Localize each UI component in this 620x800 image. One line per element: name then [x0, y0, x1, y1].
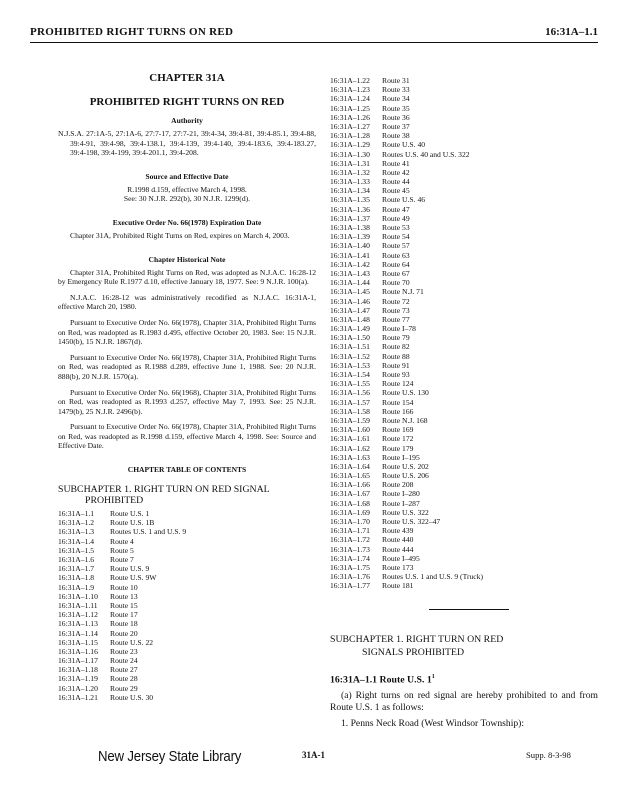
toc-entry [330, 223, 598, 232]
toc-route-name: Route 44 [382, 177, 410, 187]
toc-entry [58, 509, 316, 518]
historical-note-heading: Chapter Historical Note [148, 254, 226, 264]
toc-section-number: 16:31A–1.10 [58, 591, 98, 601]
toc-entry [58, 656, 316, 665]
toc-section-number: 16:31A–1.50 [330, 333, 370, 343]
toc-entry [330, 159, 598, 168]
toc-route-name: Route I–495 [382, 553, 420, 563]
toc-route-name: Route 20 [110, 628, 138, 638]
toc-entry [330, 287, 598, 296]
toc-route-name: Route 124 [382, 379, 414, 389]
toc-section-number: 16:31A–1.24 [330, 94, 370, 104]
toc-entry [58, 674, 316, 683]
toc-route-name: Route U.S. 46 [382, 195, 426, 205]
toc-section-number: 16:31A–1.60 [330, 425, 370, 435]
toc-section-number: 16:31A–1.32 [330, 167, 370, 177]
toc-entry [330, 535, 598, 544]
toc-entry [330, 444, 598, 453]
toc-section-number: 16:31A–1.14 [58, 628, 98, 638]
toc-entry [58, 527, 316, 536]
source-heading: Source and Effective Date [145, 171, 229, 181]
toc-route-name: Route 64 [382, 259, 410, 269]
toc-entry [330, 416, 598, 425]
header-title: PROHIBITED RIGHT TURNS ON RED [30, 26, 234, 38]
toc-section-number: 16:31A–1.57 [330, 397, 370, 407]
toc-route-name: Route 23 [110, 646, 138, 656]
toc-entry [58, 638, 316, 647]
toc-route-name: Route 88 [382, 351, 410, 361]
toc-entry [330, 480, 598, 489]
toc-entry [330, 453, 598, 462]
toc-section-number: 16:31A–1.6 [58, 555, 95, 564]
toc-section-number: 16:31A–1.71 [330, 526, 370, 536]
toc-section-number: 16:31A–1.46 [330, 296, 370, 306]
toc-route-name: Route 15 [110, 600, 138, 610]
toc-route-name: Routes U.S. 40 and U.S. 322 [382, 149, 470, 159]
toc-route-name: Route 77 [382, 314, 410, 324]
toc-route-name: Route 13 [110, 591, 138, 601]
toc-route-name: Route 54 [382, 232, 410, 242]
toc-route-name: Route N.J. 71 [382, 287, 424, 297]
toc-entry [330, 563, 598, 572]
toc-entry [58, 610, 316, 619]
toc-route-name: Route U.S. 322 [382, 507, 429, 517]
toc-entry [330, 297, 598, 306]
toc-section-number: 16:31A–1.38 [330, 223, 370, 232]
toc-route-name: Route 10 [110, 582, 138, 592]
toc-route-name: Route 4 [110, 536, 134, 546]
toc-route-name: Route 33 [382, 85, 410, 95]
toc-section-number: 16:31A–1.23 [330, 85, 370, 95]
toc-route-name: Route I–280 [382, 489, 420, 499]
toc-entry [330, 545, 598, 554]
toc-route-name: Route 31 [382, 76, 410, 85]
toc-route-name: Route I–287 [382, 498, 420, 508]
toc-entry [330, 113, 598, 122]
toc-entry [330, 508, 598, 517]
toc-entry [330, 425, 598, 434]
toc-route-name: Route 440 [382, 535, 414, 545]
toc-route-name: Route 93 [382, 370, 410, 379]
toc-entry [58, 684, 316, 693]
toc-entry [330, 407, 598, 416]
toc-route-name: Route 27 [110, 665, 138, 675]
toc-section-number: 16:31A–1.77 [330, 581, 370, 591]
toc-route-name: Route U.S. 22 [110, 637, 154, 647]
toc-entry [58, 629, 316, 638]
source-line-1: R.1998 d.159, effective March 4, 1998. [127, 184, 247, 194]
section-divider [429, 609, 509, 610]
toc-section-number: 16:31A–1.75 [330, 562, 370, 572]
toc-section-number: 16:31A–1.29 [330, 140, 370, 150]
toc-route-name: Route 79 [382, 333, 410, 343]
toc-route-name: Route 181 [382, 581, 414, 591]
toc-route-name: Route 172 [382, 434, 414, 444]
toc-section-number: 16:31A–1.21 [58, 692, 98, 702]
toc-route-name: Route 179 [382, 443, 414, 453]
toc-entry [58, 665, 316, 674]
toc-route-name: Route 5 [110, 545, 134, 555]
toc-route-name: Route U.S. 206 [382, 471, 429, 481]
executive-order-heading: Executive Order No. 66(1978) Expiration Date [112, 217, 262, 227]
toc-section-number: 16:31A–1.1 [58, 509, 95, 519]
toc-route-name: Route 35 [382, 103, 410, 113]
toc-section-number: 16:31A–1.54 [330, 370, 370, 379]
toc-route-name: Route U.S. 130 [382, 388, 429, 398]
toc-entry [330, 76, 598, 85]
toc-section-number: 16:31A–1.27 [330, 121, 370, 131]
toc-section-number: 16:31A–1.70 [330, 517, 370, 526]
toc-entry [330, 342, 598, 351]
toc-section-number: 16:31A–1.22 [330, 76, 370, 85]
toc-route-name: Route 28 [110, 674, 138, 684]
toc-entry [58, 647, 316, 656]
toc-route-name: Route 67 [382, 268, 410, 278]
toc-section-number: 16:31A–1.59 [330, 415, 370, 425]
toc-entry [330, 489, 598, 498]
section-paragraph: (a) Right turns on red signal are hereby prohibited to and from Route U.S. 1 as follows: [330, 690, 598, 713]
toc-entry [330, 177, 598, 186]
toc-route-name: Route 208 [382, 480, 414, 490]
toc-route-name: Route 63 [382, 250, 410, 260]
toc-section-number: 16:31A–1.42 [330, 259, 370, 269]
toc-section-number: 16:31A–1.52 [330, 351, 370, 361]
toc-route-name: Route 82 [382, 342, 410, 352]
toc-route-name: Route U.S. 322–47 [382, 517, 441, 526]
toc-entry [330, 434, 598, 443]
toc-list-continued [330, 76, 598, 591]
toc-entry [58, 564, 316, 573]
toc-section-number: 16:31A–1.55 [330, 379, 370, 389]
executive-order-text: Chapter 31A, Prohibited Right Turns on Red, expires on March 4, 2003. [70, 230, 290, 240]
toc-route-name: Route 72 [382, 296, 410, 306]
toc-entry [330, 214, 598, 223]
toc-entry [58, 592, 316, 601]
toc-route-name: Route U.S. 1 [110, 509, 150, 519]
toc-section-number: 16:31A–1.51 [330, 342, 370, 352]
toc-section-number: 16:31A–1.45 [330, 287, 370, 297]
toc-section-number: 16:31A–1.62 [330, 443, 370, 453]
toc-section-number: 16:31A–1.12 [58, 610, 98, 620]
toc-route-name: Route 154 [382, 397, 414, 407]
toc-entry [330, 232, 598, 241]
toc-route-name: Route 41 [382, 158, 410, 168]
toc-route-name: Route 166 [382, 406, 414, 416]
toc-route-name: Route 57 [382, 241, 410, 251]
toc-entry [330, 205, 598, 214]
toc-route-name: Route U.S. 202 [382, 461, 429, 471]
toc-section-number: 16:31A–1.73 [330, 544, 370, 554]
subchapter-heading-continued: SIGNALS PROHIBITED [362, 647, 465, 658]
toc-route-name: Routes U.S. 1 and U.S. 9 [110, 527, 187, 537]
toc-section-number: 16:31A–1.47 [330, 305, 370, 315]
toc-section-number: 16:31A–1.37 [330, 213, 370, 223]
toc-entry [330, 150, 598, 159]
toc-section-number: 16:31A–1.3 [58, 527, 95, 537]
toc-entry [330, 471, 598, 480]
toc-section-number: 16:31A–1.56 [330, 388, 370, 398]
toc-entry [330, 104, 598, 113]
toc-section-number: 16:31A–1.7 [58, 564, 95, 574]
historical-note-paragraph: Pursuant to Executive Order No. 66(1978), Chapter 31A, Prohibited Right Turns on Red, was readopted as R.1998 d.159, effective March 4, 1998. See: Source and Effective Date. [58, 422, 316, 451]
toc-entry [330, 122, 598, 131]
toc-entry [330, 186, 598, 195]
toc-section-number: 16:31A–1.69 [330, 507, 370, 517]
toc-section-number: 16:31A–1.2 [58, 518, 95, 528]
toc-route-name: Route 45 [382, 186, 410, 196]
toc-section-number: 16:31A–1.33 [330, 177, 370, 187]
toc-route-name: Route 47 [382, 204, 410, 214]
toc-route-name: Route N.J. 168 [382, 415, 428, 425]
toc-entry [330, 388, 598, 397]
toc-route-name: Route 49 [382, 213, 410, 223]
page-number: 31A-1 [302, 750, 325, 760]
toc-entry [330, 554, 598, 563]
chapter-title: PROHIBITED RIGHT TURNS ON RED [89, 96, 285, 108]
toc-section-number: 16:31A–1.19 [58, 674, 98, 684]
toc-entry [330, 195, 598, 204]
toc-section-number: 16:31A–1.8 [58, 573, 95, 583]
toc-route-name: Route 34 [382, 94, 410, 104]
toc-section-number: 16:31A–1.11 [58, 600, 98, 610]
toc-entry [330, 517, 598, 526]
toc-entry [58, 583, 316, 592]
toc-entry [330, 278, 598, 287]
section-title [330, 674, 435, 685]
section-list-item: 1. Penns Neck Road (West Windsor Township): [341, 718, 525, 729]
toc-entry [330, 370, 598, 379]
toc-entry [330, 241, 598, 250]
toc-route-name: Route 91 [382, 360, 410, 370]
toc-section-number: 16:31A–1.58 [330, 406, 370, 416]
toc-entry [330, 352, 598, 361]
subchapter-heading: SUBCHAPTER 1. RIGHT TURN ON RED SIGNAL [58, 484, 270, 496]
toc-section-number: 16:31A–1.36 [330, 204, 370, 214]
toc-entry [330, 85, 598, 94]
subchapter-heading: SUBCHAPTER 1. RIGHT TURN ON RED [330, 634, 504, 645]
toc-route-name: Route 17 [110, 610, 138, 620]
toc-route-name: Route 70 [382, 278, 410, 288]
toc-entry [330, 581, 598, 590]
toc-section-number: 16:31A–1.41 [330, 250, 370, 260]
toc-route-name: Route U.S. 40 [382, 140, 426, 150]
header-section-number: 16:31A–1.1 [545, 26, 598, 38]
toc-section-number: 16:31A–1.35 [330, 195, 370, 205]
toc-list [58, 509, 316, 702]
historical-note-paragraph: Pursuant to Executive Order No. 66(1978), Chapter 31A, Prohibited Right Turns on Red, was readopted as R.1983 d.495, effective October 20, 1983. See: 15 N.J.R. 1450(b), 15 N.J.R. 1867(d). [58, 317, 316, 347]
toc-entry [330, 333, 598, 342]
toc-route-name: Route 29 [110, 683, 138, 693]
toc-section-number: 16:31A–1.20 [58, 683, 98, 693]
toc-section-number: 16:31A–1.4 [58, 536, 95, 546]
toc-section-number: 16:31A–1.68 [330, 498, 370, 508]
toc-section-number: 16:31A–1.25 [330, 103, 370, 113]
toc-route-name: Route 444 [382, 544, 414, 554]
toc-entry [330, 131, 598, 140]
toc-section-number: 16:31A–1.72 [330, 535, 370, 545]
toc-section-number: 16:31A–1.44 [330, 278, 370, 288]
toc-route-name: Route 7 [110, 555, 134, 564]
historical-note-paragraph: Chapter 31A, Prohibited Right Turns on Red, was adopted as N.J.A.C. 16:28-12 by Emergency Rule R.1977 d.10, effective January 18, 1977. See: 9 N.J.R. 100(a). [58, 267, 316, 287]
toc-entry [330, 315, 598, 324]
toc-section-number: 16:31A–1.74 [330, 553, 370, 563]
toc-route-name: Route 37 [382, 121, 410, 131]
toc-entry [330, 526, 598, 535]
toc-route-name: Route 173 [382, 562, 414, 572]
toc-section-number: 16:31A–1.15 [58, 637, 98, 647]
toc-section-number: 16:31A–1.61 [330, 434, 370, 444]
toc-section-number: 16:31A–1.13 [58, 619, 98, 629]
source-line-2: See: 30 N.J.R. 292(b), 30 N.J.R. 1299(d). [123, 194, 251, 204]
toc-section-number: 16:31A–1.40 [330, 241, 370, 251]
toc-route-name: Route U.S. 9 [110, 564, 150, 574]
historical-note-paragraph: N.J.A.C. 16:28-12 was administratively recodified as N.J.A.C. 16:31A-1, effective March 20, 1980. [58, 292, 316, 312]
supplement-date: Supp. 8-3-98 [526, 750, 571, 760]
toc-section-number: 16:31A–1.76 [330, 572, 370, 582]
toc-entry [330, 572, 598, 581]
toc-section-number: 16:31A–1.9 [58, 582, 95, 592]
toc-entry [330, 324, 598, 333]
toc-route-name: Route I–195 [382, 452, 420, 462]
toc-section-number: 16:31A–1.43 [330, 268, 370, 278]
toc-route-name: Route 439 [382, 526, 414, 536]
toc-route-name: Route I–78 [382, 324, 416, 334]
authority-heading: Authority [171, 116, 203, 125]
header-rule [30, 42, 598, 43]
toc-entry [58, 693, 316, 702]
toc-route-name: Route 24 [110, 656, 138, 666]
toc-entry [330, 499, 598, 508]
toc-entry [330, 140, 598, 149]
toc-entry [330, 269, 598, 278]
subchapter-heading-continued: PROHIBITED [85, 495, 144, 507]
toc-entry [58, 619, 316, 628]
toc-section-number: 16:31A–1.67 [330, 489, 370, 499]
toc-section-number: 16:31A–1.16 [58, 646, 98, 656]
right-column [330, 76, 598, 591]
toc-section-number: 16:31A–1.34 [330, 186, 370, 196]
toc-entry [58, 601, 316, 610]
table-of-contents-heading: CHAPTER TABLE OF CONTENTS [127, 465, 247, 475]
toc-section-number: 16:31A–1.31 [330, 158, 370, 168]
toc-route-name: Route U.S. 1B [110, 518, 155, 528]
toc-entry [330, 462, 598, 471]
toc-route-name: Route U.S. 9W [110, 573, 157, 583]
toc-entry [58, 573, 316, 582]
toc-entry [330, 94, 598, 103]
toc-section-number: 16:31A–1.48 [330, 314, 370, 324]
historical-note-paragraph: Pursuant to Executive Order No. 66(1968), Chapter 31A, Prohibited Right Turns on Red, was readopted as R.1993 d.257, effective May 7, 1993. See: 25 N.J.R. 1479(b), 25 N.J.R. 2496(b). [58, 387, 316, 416]
toc-section-number: 16:31A–1.64 [330, 461, 370, 471]
toc-route-name: Route 18 [110, 619, 138, 629]
toc-entry [330, 168, 598, 177]
left-column [58, 72, 316, 702]
toc-section-number: 16:31A–1.66 [330, 480, 370, 490]
toc-section-number: 16:31A–1.5 [58, 545, 95, 555]
toc-route-name: Route 36 [382, 112, 410, 122]
toc-route-name: Route 42 [382, 167, 410, 177]
section-title-text: 16:31A–1.1 Route U.S. 1 [330, 674, 432, 686]
toc-route-name: Route 73 [382, 305, 410, 315]
toc-route-name: Route 169 [382, 425, 414, 435]
toc-entry [330, 361, 598, 370]
toc-entry [330, 398, 598, 407]
toc-section-number: 16:31A–1.30 [330, 149, 370, 159]
library-stamp: New Jersey State Library [98, 748, 242, 765]
historical-note-paragraph: Pursuant to Executive Order No. 66(1978), Chapter 31A, Prohibited Right Turns on Red, was readopted as R.1988 d.289, effective June 1, 1988. See: 20 N.J.R. 888(b), 20 N.J.R. 1570(a). [58, 352, 316, 381]
running-header [30, 26, 598, 40]
authority-text: N.J.S.A. 27:1A-5, 27:1A-6, 27:7-17, 27:7-21, 39:4-34, 39:4-81, 39:4-85.1, 39:4-88, 39:4-91, 39:4-98, 39:4-138.1, 39:4-139, 39:4-140, 39:4-183.6, 39:4-183.27, 39:4-198, 39:4-199, 39:4-201.1, 39:4-208. [58, 129, 316, 158]
toc-section-number: 16:31A–1.49 [330, 324, 370, 334]
footnote-marker: 1 [431, 674, 435, 680]
toc-entry [330, 379, 598, 388]
toc-section-number: 16:31A–1.63 [330, 452, 370, 462]
toc-route-name: Route 53 [382, 223, 410, 232]
toc-entry [58, 546, 316, 555]
toc-entry [330, 251, 598, 260]
toc-section-number: 16:31A–1.28 [330, 131, 370, 141]
toc-section-number: 16:31A–1.17 [58, 656, 98, 666]
toc-section-number: 16:31A–1.18 [58, 665, 98, 675]
toc-route-name: Routes U.S. 1 and U.S. 9 (Truck) [382, 572, 483, 582]
toc-entry [58, 537, 316, 546]
toc-route-name: Route 38 [382, 131, 410, 141]
toc-section-number: 16:31A–1.39 [330, 232, 370, 242]
toc-entry [58, 518, 316, 527]
toc-entry [58, 555, 316, 564]
chapter-number: CHAPTER 31A [149, 72, 225, 84]
toc-entry [330, 306, 598, 315]
toc-section-number: 16:31A–1.65 [330, 471, 370, 481]
toc-route-name: Route U.S. 30 [110, 692, 154, 702]
toc-section-number: 16:31A–1.26 [330, 112, 370, 122]
toc-entry [330, 260, 598, 269]
toc-section-number: 16:31A–1.53 [330, 360, 370, 370]
